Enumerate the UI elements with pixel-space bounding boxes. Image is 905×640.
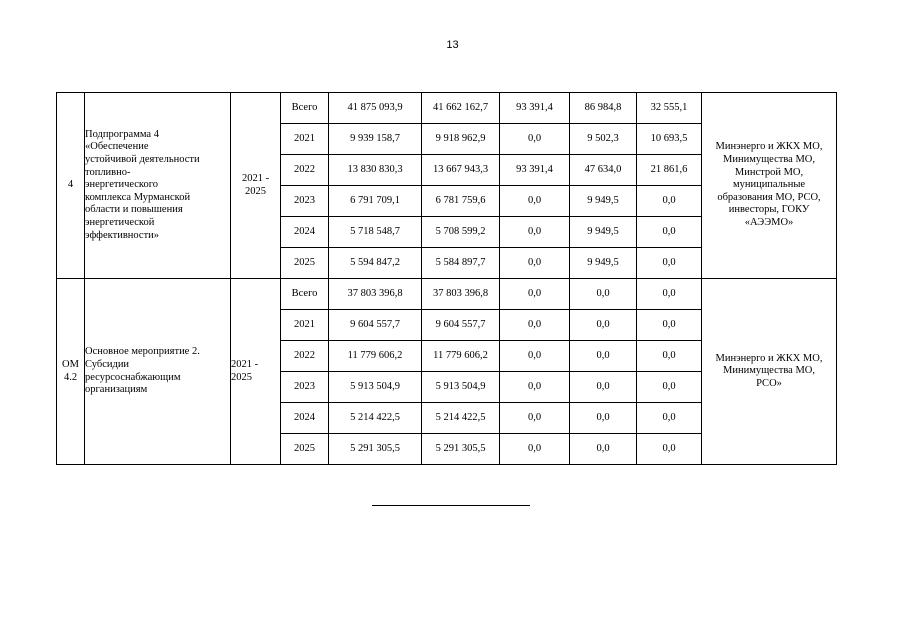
name-line: энергетической <box>85 216 155 228</box>
name-line: области и повышения <box>85 204 183 216</box>
amount-cell: 86 984,8 <box>570 93 637 124</box>
implementation-period <box>231 279 281 465</box>
amount-cell: 5 584 897,7 <box>422 248 500 279</box>
amount-cell: 41 662 162,7 <box>422 93 500 124</box>
year-cell: 2024 <box>281 403 329 434</box>
name-line: эффективности» <box>85 229 160 241</box>
amount-cell: 0,0 <box>570 434 637 465</box>
year-cell: 2022 <box>281 341 329 372</box>
amount-cell: 5 214 422,5 <box>422 403 500 434</box>
amount-cell: 0,0 <box>500 124 570 155</box>
amount-cell: 0,0 <box>637 217 702 248</box>
amount-cell: 0,0 <box>570 372 637 403</box>
amount-cell: 0,0 <box>500 434 570 465</box>
amount-cell: 0,0 <box>500 186 570 217</box>
executor-line: Минимущества МО, <box>723 365 815 377</box>
name-line: энергетического <box>85 179 159 191</box>
amount-cell: 47 634,0 <box>570 155 637 186</box>
amount-cell: 5 718 548,7 <box>329 217 422 248</box>
table-row <box>57 279 837 310</box>
amount-cell: 0,0 <box>637 248 702 279</box>
year-cell: 2021 <box>281 310 329 341</box>
year-cell: 2025 <box>281 434 329 465</box>
amount-cell: 93 391,4 <box>500 93 570 124</box>
amount-cell: 5 913 504,9 <box>422 372 500 403</box>
program-budget-table <box>56 92 837 465</box>
executor-line: инвесторы, ГОКУ <box>728 204 810 216</box>
year-cell: 2021 <box>281 124 329 155</box>
amount-cell: 9 604 557,7 <box>422 310 500 341</box>
table-row <box>57 93 837 124</box>
amount-cell: 0,0 <box>500 310 570 341</box>
year-cell: 2024 <box>281 217 329 248</box>
amount-cell: 41 875 093,9 <box>329 93 422 124</box>
amount-cell: 21 861,6 <box>637 155 702 186</box>
name-line: Субсидии <box>85 358 130 370</box>
period-line: 2021 - <box>231 358 259 370</box>
executor-line: Минимущества МО, <box>723 154 815 166</box>
row-index: 4 <box>57 93 85 279</box>
amount-cell: 5 291 305,5 <box>422 434 500 465</box>
name-line: топливно- <box>85 166 131 178</box>
page-number: 13 <box>446 39 459 51</box>
amount-cell: 0,0 <box>637 279 702 310</box>
name-line: комплекса Мурманской <box>85 191 191 203</box>
executors-cell <box>702 93 837 279</box>
name-line: устойчивой деятельности <box>85 154 200 166</box>
executor-line: Минстрой МО, <box>734 166 804 178</box>
amount-cell: 5 214 422,5 <box>329 403 422 434</box>
implementation-period <box>231 93 281 279</box>
amount-cell: 0,0 <box>570 310 637 341</box>
period-line: 2021 - <box>241 172 270 184</box>
name-line: ресурсоснабжающим <box>85 371 181 383</box>
executors-cell <box>702 279 837 465</box>
index-line: 4.2 <box>63 371 78 383</box>
amount-cell: 0,0 <box>500 279 570 310</box>
amount-cell: 0,0 <box>637 310 702 341</box>
executor-line: Минэнерго и ЖКХ МО, <box>715 352 823 364</box>
period-line: 2025 <box>245 185 266 197</box>
amount-cell: 0,0 <box>500 403 570 434</box>
amount-cell: 32 555,1 <box>637 93 702 124</box>
year-cell: 2023 <box>281 372 329 403</box>
amount-cell: 9 949,5 <box>570 248 637 279</box>
amount-cell: 0,0 <box>637 341 702 372</box>
index-line: ОМ <box>62 358 79 370</box>
amount-cell: 5 913 504,9 <box>329 372 422 403</box>
name-line: «Обеспечение <box>85 141 149 153</box>
amount-cell: 9 939 158,7 <box>329 124 422 155</box>
amount-cell: 93 391,4 <box>500 155 570 186</box>
amount-cell: 13 667 943,3 <box>422 155 500 186</box>
amount-cell: 0,0 <box>570 403 637 434</box>
amount-cell: 0,0 <box>500 217 570 248</box>
amount-cell: 5 291 305,5 <box>329 434 422 465</box>
amount-cell: 11 779 606,2 <box>422 341 500 372</box>
amount-cell: 9 949,5 <box>570 186 637 217</box>
executor-line: муниципальные <box>732 179 806 191</box>
amount-cell: 9 949,5 <box>570 217 637 248</box>
year-cell: Всего <box>281 279 329 310</box>
amount-cell: 10 693,5 <box>637 124 702 155</box>
amount-cell: 0,0 <box>637 186 702 217</box>
amount-cell: 9 502,3 <box>570 124 637 155</box>
amount-cell: 9 918 962,9 <box>422 124 500 155</box>
year-cell: 2023 <box>281 186 329 217</box>
year-cell: 2025 <box>281 248 329 279</box>
amount-cell: 0,0 <box>570 341 637 372</box>
executor-line: образования МО, РСО, <box>717 191 821 203</box>
amount-cell: 0,0 <box>500 372 570 403</box>
executor-line: «АЭЭМО» <box>744 216 794 228</box>
amount-cell: 0,0 <box>637 434 702 465</box>
amount-cell: 6 781 759,6 <box>422 186 500 217</box>
amount-cell: 0,0 <box>637 403 702 434</box>
measure-name <box>85 93 231 279</box>
amount-cell: 11 779 606,2 <box>329 341 422 372</box>
executor-line: РСО» <box>756 377 782 389</box>
amount-cell: 0,0 <box>637 372 702 403</box>
name-line: Основное мероприятие 2. <box>85 346 200 358</box>
amount-cell: 13 830 830,3 <box>329 155 422 186</box>
amount-cell: 0,0 <box>500 248 570 279</box>
amount-cell: 6 791 709,1 <box>329 186 422 217</box>
executor-line: Минэнерго и ЖКХ МО, <box>715 141 823 153</box>
year-cell: 2022 <box>281 155 329 186</box>
year-cell: Всего <box>281 93 329 124</box>
amount-cell: 5 594 847,2 <box>329 248 422 279</box>
amount-cell: 37 803 396,8 <box>329 279 422 310</box>
name-line: организациям <box>85 384 148 396</box>
amount-cell: 0,0 <box>570 279 637 310</box>
row-index <box>57 279 85 465</box>
amount-cell: 5 708 599,2 <box>422 217 500 248</box>
amount-cell: 9 604 557,7 <box>329 310 422 341</box>
period-line: 2025 <box>231 371 252 383</box>
amount-cell: 0,0 <box>500 341 570 372</box>
name-line: Подпрограмма 4 <box>85 128 159 140</box>
footnote-separator-line <box>372 505 530 506</box>
amount-cell: 37 803 396,8 <box>422 279 500 310</box>
measure-name <box>85 279 231 465</box>
